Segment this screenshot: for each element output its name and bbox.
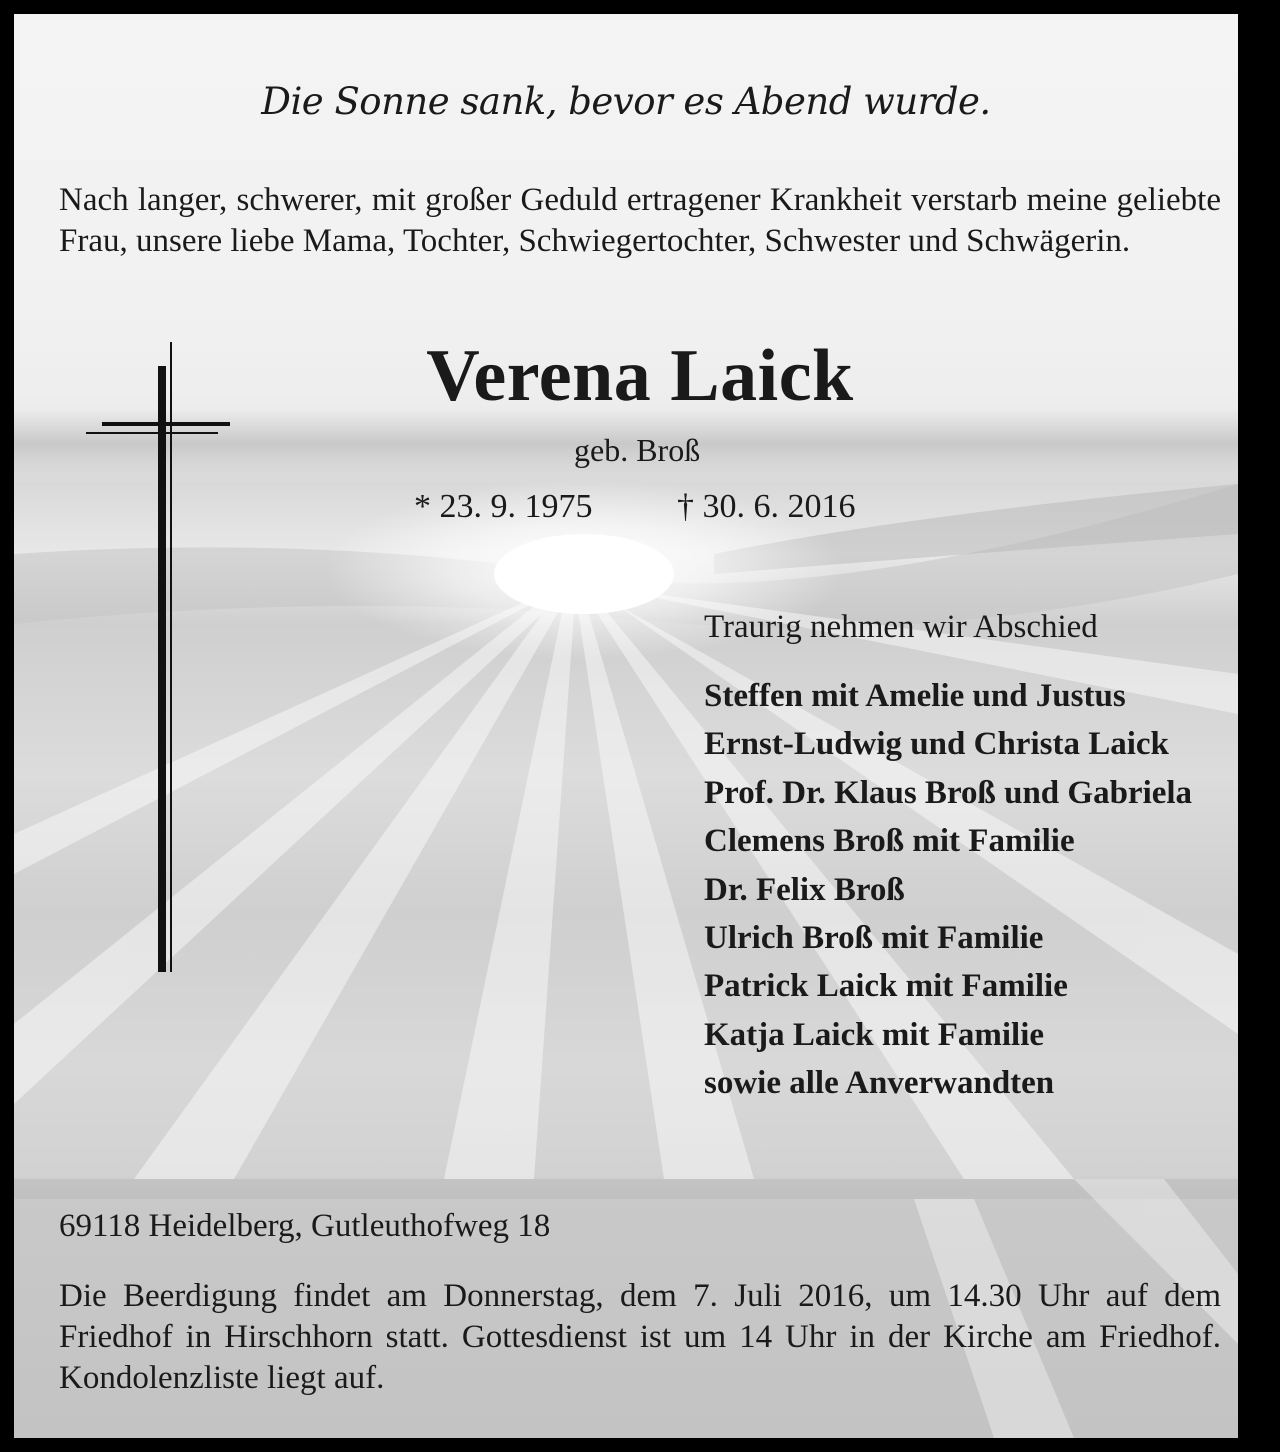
mourner-name: Patrick Laick mit Familie bbox=[704, 968, 1068, 1005]
mourner-name: sowie alle Anverwandten bbox=[704, 1065, 1055, 1102]
motto-quote: Die Sonne sank, bevor es Abend wurde. bbox=[261, 80, 991, 123]
funeral-info: Die Beerdigung findet am Donnerstag, dem 7. Juli 2016, um 14.30 Uhr auf dem Friedhof in Hirschhorn statt. Gottesdienst ist um 14 Uhr in der Kirche am Friedhof. Kondolenzliste liegt auf. bbox=[59, 1278, 1221, 1396]
mourners-list bbox=[704, 672, 1192, 1108]
farewell-line: Traurig nehmen wir Abschied bbox=[704, 609, 1098, 645]
death-date: † 30. 6. 2016 bbox=[677, 488, 856, 525]
obituary-notice bbox=[14, 14, 1238, 1438]
mourner-name: Katja Laick mit Familie bbox=[704, 1016, 1045, 1053]
mourner-name: Dr. Felix Broß bbox=[704, 871, 905, 908]
mourner-name: Clemens Broß mit Familie bbox=[704, 823, 1075, 860]
deceased-name: Verena Laick bbox=[426, 335, 854, 417]
mourner-name: Ernst-Ludwig und Christa Laick bbox=[704, 726, 1169, 763]
birth-date: * 23. 9. 1975 bbox=[414, 488, 593, 525]
address-line: 69118 Heidelberg, Gutleuthofweg 18 bbox=[59, 1208, 551, 1244]
christian-cross-icon bbox=[86, 342, 236, 982]
mourner-name: Prof. Dr. Klaus Broß und Gabriela bbox=[704, 774, 1193, 811]
mourner-name: Ulrich Broß mit Familie bbox=[704, 920, 1044, 957]
maiden-name: geb. Broß bbox=[574, 432, 701, 468]
intro-text: Nach langer, schwerer, mit großer Geduld ertragener Krankheit verstarb meine geliebte Frau, unsere liebe Mama, Tochter, Schwiegertochter, Schwester und Schwägerin. bbox=[59, 182, 1221, 259]
mourner-name: Steffen mit Amelie und Justus bbox=[704, 678, 1126, 714]
